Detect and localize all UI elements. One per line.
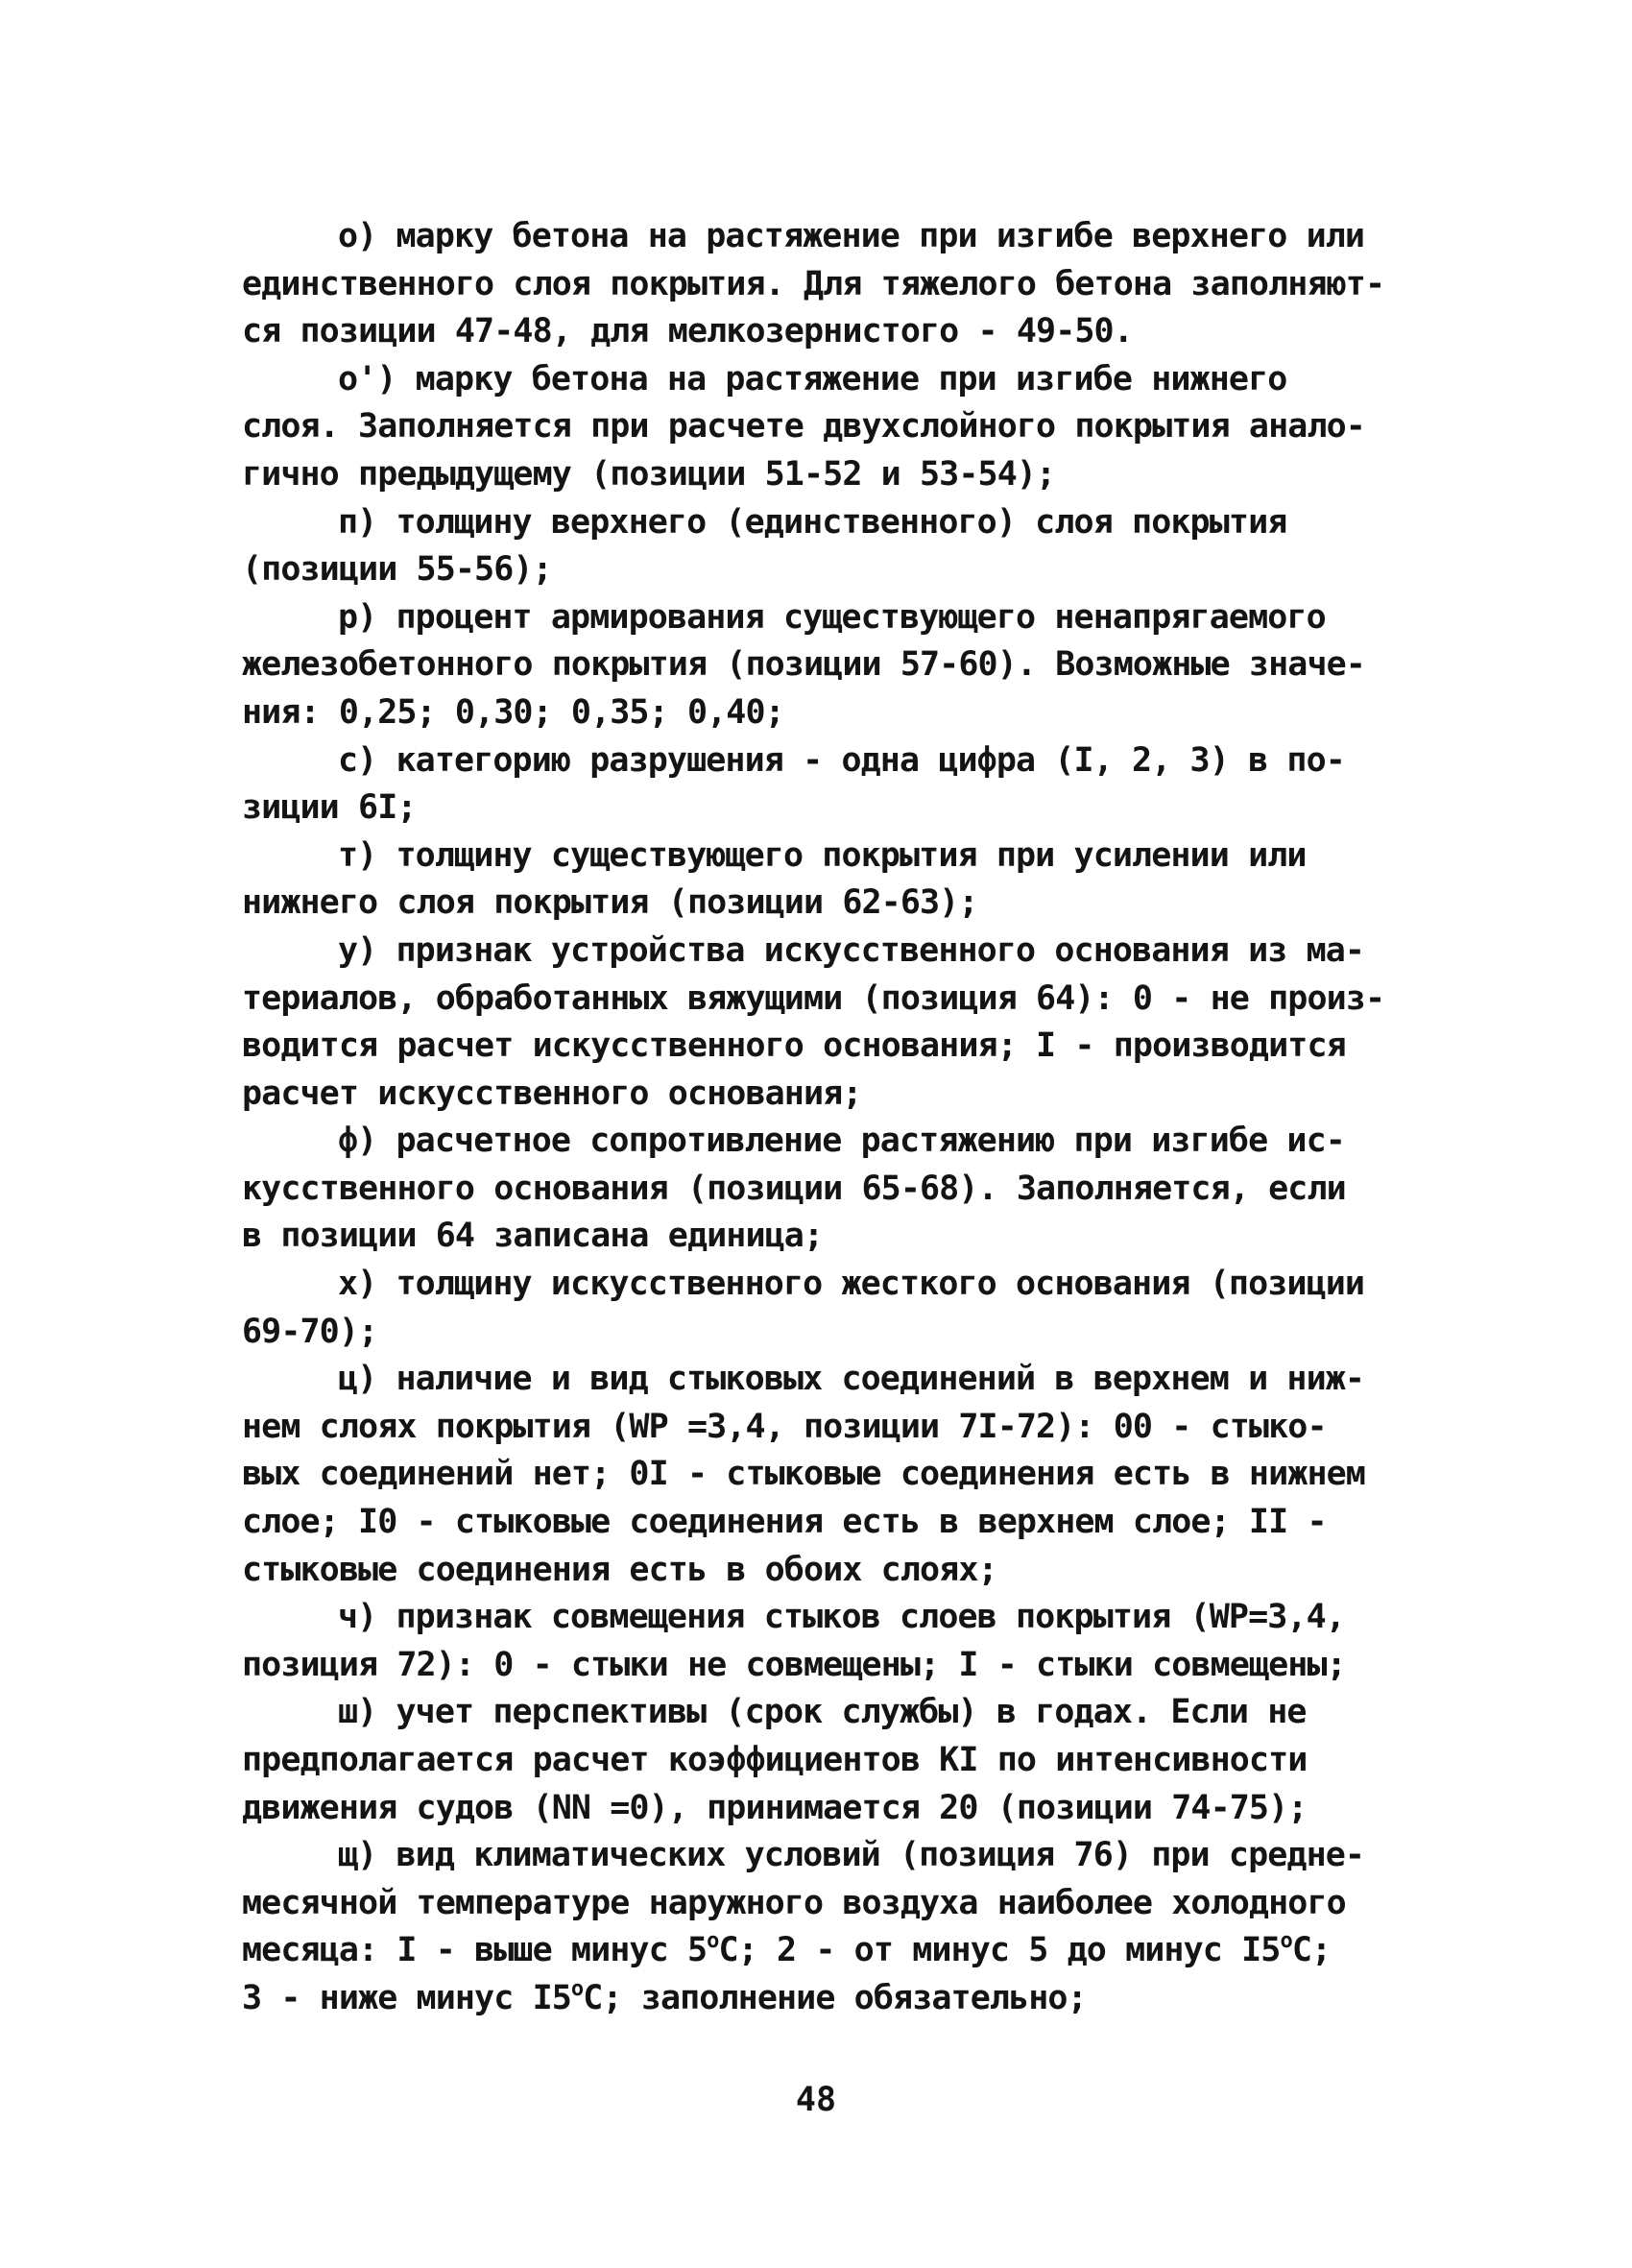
text-line: расчет искусственного основания; <box>242 1074 862 1113</box>
text-line <box>242 1927 1413 1975</box>
text-segment: C; 2 - от минус 5 до минус I5 <box>718 1931 1281 1970</box>
text-line: териалов, обработанных вяжущими (позиция 64): 0 - не произ- <box>242 978 1385 1018</box>
text-line: слоя. Заполняется при расчете двухслойного покрытия анало- <box>242 407 1365 446</box>
text-line: вых соединений нет; 0I - стыковые соединения есть в нижнем <box>242 1455 1365 1494</box>
degree-superscript: o <box>570 1976 584 2001</box>
text-line: движения судов (NN =0), принимается 20 (позиции 74-75); <box>242 1788 1308 1827</box>
text-line: нем слоях покрытия (WP =3,4, позиции 7I-72): 00 - стыко- <box>242 1407 1327 1446</box>
text-line: п) толщину верхнего (единственного) слоя покрытия <box>338 502 1287 542</box>
text-line: ся позиции 47-48, для мелкозернистого - 49-50. <box>242 312 1133 351</box>
text-segment: C; <box>1291 1931 1332 1970</box>
text-line: ч) признак совмещения стыков слоев покрытия (WP=3,4, <box>338 1598 1345 1637</box>
text-line: ц) наличие и вид стыковых соединений в верхнем и ниж- <box>338 1360 1365 1399</box>
text-line: (позиции 55-56); <box>242 550 552 590</box>
text-line: с) категорию разрушения - одна цифра (I, 2, 3) в по- <box>338 740 1345 780</box>
text-line: р) процент армирования существующего ненапрягаемого <box>338 597 1326 637</box>
text-line: т) толщину существующего покрытия при усилении или <box>338 835 1307 875</box>
text-line: зиции 6I; <box>242 788 417 828</box>
text-line: водится расчет искусственного основания; I - производится <box>242 1026 1346 1066</box>
degree-superscript: o <box>1280 1929 1292 1954</box>
text-line: о') марку бетона на растяжение при изгибе нижнего <box>338 359 1287 398</box>
text-line: х) толщину искусственного жесткого основания (позиции <box>338 1265 1365 1304</box>
text-line: о) марку бетона на растяжение при изгибе верхнего или <box>338 217 1365 255</box>
text-line: ш) учет перспективы (срок службы) в годах. Если не <box>338 1693 1307 1732</box>
text-line: кусственного основания (позиции 65-68). Заполняется, если <box>242 1169 1346 1208</box>
text-line: позиция 72): 0 - стыки не совмещены; I - стыки совмещены; <box>242 1645 1346 1684</box>
text-line: слое; I0 - стыковые соединения есть в верхнем слое; II - <box>242 1503 1327 1542</box>
text-line: гично предыдущему (позиции 51-52 и 53-54); <box>242 454 1056 494</box>
text-line: единственного слоя покрытия. Для тяжелого бетона заполняют- <box>242 264 1385 303</box>
body-text <box>242 213 1413 2023</box>
text-line: в позиции 64 записана единица; <box>242 1217 824 1256</box>
text-line: нижнего слоя покрытия (позиции 62-63); <box>242 883 978 923</box>
text-line: у) признак устройства искусственного основания из ма- <box>338 930 1365 970</box>
text-line: ф) расчетное сопротивление растяжению при изгибе ис- <box>338 1122 1345 1161</box>
text-line <box>242 1975 1413 2023</box>
text-segment: месяца: I - выше минус 5 <box>242 1931 708 1970</box>
text-segment: 3 - ниже минус I5 <box>242 1978 571 2017</box>
page-number: 48 <box>795 2081 837 2119</box>
text-line: предполагается расчет коэффициентов KI по интенсивности <box>242 1741 1308 1779</box>
text-line: ния: 0,25; 0,30; 0,35; 0,40; <box>242 692 784 732</box>
text-segment: C; заполнение обязательно; <box>583 1978 1087 2017</box>
degree-superscript: o <box>707 1929 719 1954</box>
text-line: щ) вид климатических условий (позиция 76) при средне- <box>338 1836 1365 1875</box>
text-line: стыковые соединения есть в обоих слоях; <box>242 1550 997 1589</box>
text-line: железобетонного покрытия (позиции 57-60). Возможные значе- <box>242 645 1365 685</box>
text-line: месячной температуре наружного воздуха наиболее холодного <box>242 1883 1346 1922</box>
text-line: 69-70); <box>242 1312 378 1351</box>
